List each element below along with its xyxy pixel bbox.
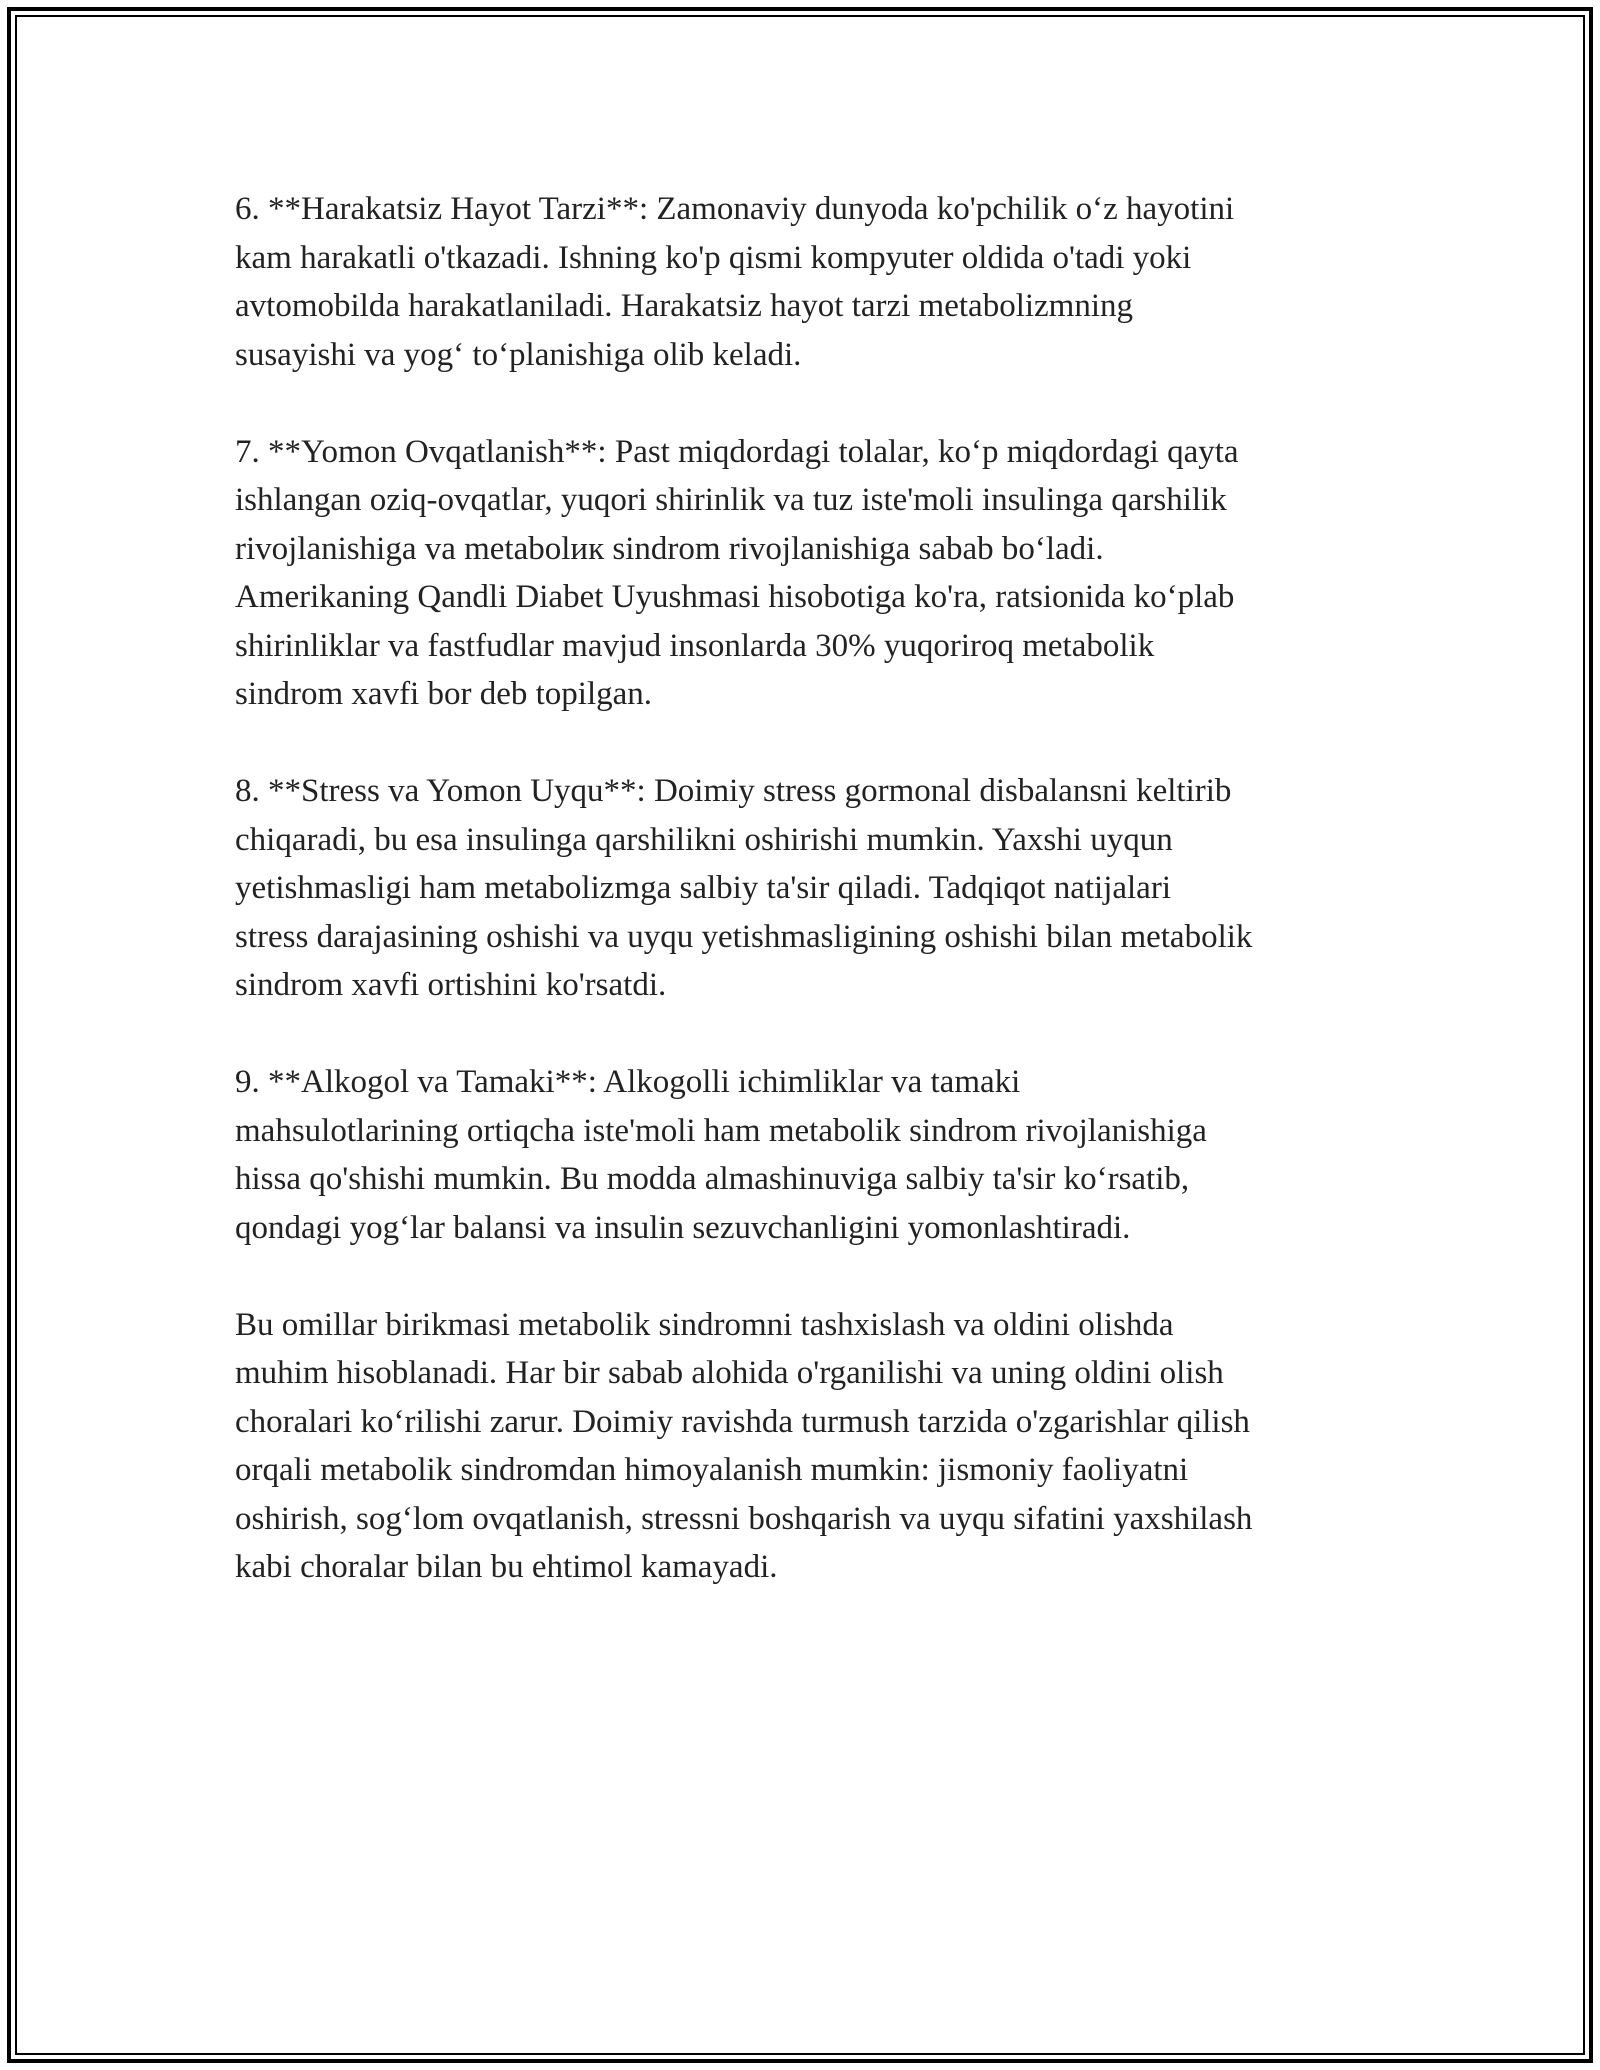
paragraph-alcohol-tobacco [235, 1058, 1375, 1252]
text-line: kam harakatli o'tkazadi. Ishning ko'p qismi kompyuter oldida o'tadi yoki [235, 239, 1192, 276]
text-line: ishlangan oziq-ovqatlar, yuqori shirinlik va tuz iste'moli insulinga qarshilik [235, 482, 1227, 518]
text-line: orqali metabolik sindromdan himoyalanish mumkin: jismoniy faoliyatni [235, 1452, 1189, 1488]
text-line: Amerikaning Qandli Diabet Uyushmasi hisobotiga ko'ra, ratsionida ko‘plab [235, 579, 1235, 615]
text-line: 8. **Stress va Yomon Uyqu**: Doimiy stress gormonal disbalansni keltirib [235, 773, 1232, 809]
text-line: avtomobilda harakatlaniladi. Harakatsiz hayot tarzi metabolizmning [235, 288, 1134, 324]
text-line: stress darajasining oshishi va uyqu yetishmasligining oshishi bilan metabolik [235, 918, 1253, 955]
text-line: 6. **Harakatsiz Hayot Tarzi**: Zamonaviy dunyoda ko'pchilik o‘z hayotini [235, 191, 1235, 227]
text-line: choralari ko‘rilishi zarur. Doimiy ravishda turmush tarzida o'zgarishlar qilish [235, 1403, 1250, 1440]
text-line: sindrom xavfi bor deb topilgan. [235, 676, 653, 712]
text-line: sindrom xavfi ortishini ko'rsatdi. [235, 967, 667, 1003]
text-line: kabi choralar bilan bu ehtimol kamayadi. [235, 1549, 778, 1585]
text-line: Bu omillar birikmasi metabolik sindromni tashxislash va oldini olishda [235, 1306, 1174, 1343]
text-line: shirinliklar va fastfudlar mavjud insonlarda 30% yuqoriroq metabolik [235, 627, 1155, 664]
text-line: oshirish, sog‘lom ovqatlanish, stressni boshqarish va uyqu sifatini yaxshilash [235, 1500, 1253, 1537]
text-line: muhim hisoblanadi. Har bir sabab alohida o'rganilishi va uning oldini olish [235, 1355, 1224, 1391]
text-line: qondagi yog‘lar balansi va insulin sezuvchanligini yomonlashtiradi. [235, 1209, 1131, 1246]
paragraph-stress-sleep [235, 767, 1375, 1010]
text-line: chiqaradi, bu esa insulinga qarshilikni oshirishi mumkin. Yaxshi uyqun [235, 821, 1173, 858]
text-line: hissa qo'shishi mumkin. Bu modda almashinuviga salbiy ta'sir ko‘rsatib, [235, 1161, 1190, 1197]
text-line: yetishmasligi ham metabolizmga salbiy ta'sir qiladi. Tadqiqot natijalari [235, 870, 1171, 906]
paragraph-conclusion [235, 1301, 1375, 1592]
document-body [235, 185, 1375, 1640]
paragraph-poor-nutrition [235, 428, 1375, 719]
text-line: mahsulotlarining ortiqcha iste'moli ham metabolik sindrom rivojlanishiga [235, 1112, 1207, 1149]
text-line: 9. **Alkogol va Tamaki**: Alkogolli ichimliklar va tamaki [235, 1064, 1021, 1100]
paragraph-sedentary-lifestyle [235, 185, 1375, 379]
text-line: susayishi va yog‘ to‘planishiga olib keladi. [235, 336, 802, 373]
text-line: rivojlanishiga va metabolик sindrom rivojlanishiga sabab bo‘ladi. [235, 530, 1104, 567]
text-line: 7. **Yomon Ovqatlanish**: Past miqdordagi tolalar, ko‘p miqdordagi qayta [235, 433, 1239, 470]
